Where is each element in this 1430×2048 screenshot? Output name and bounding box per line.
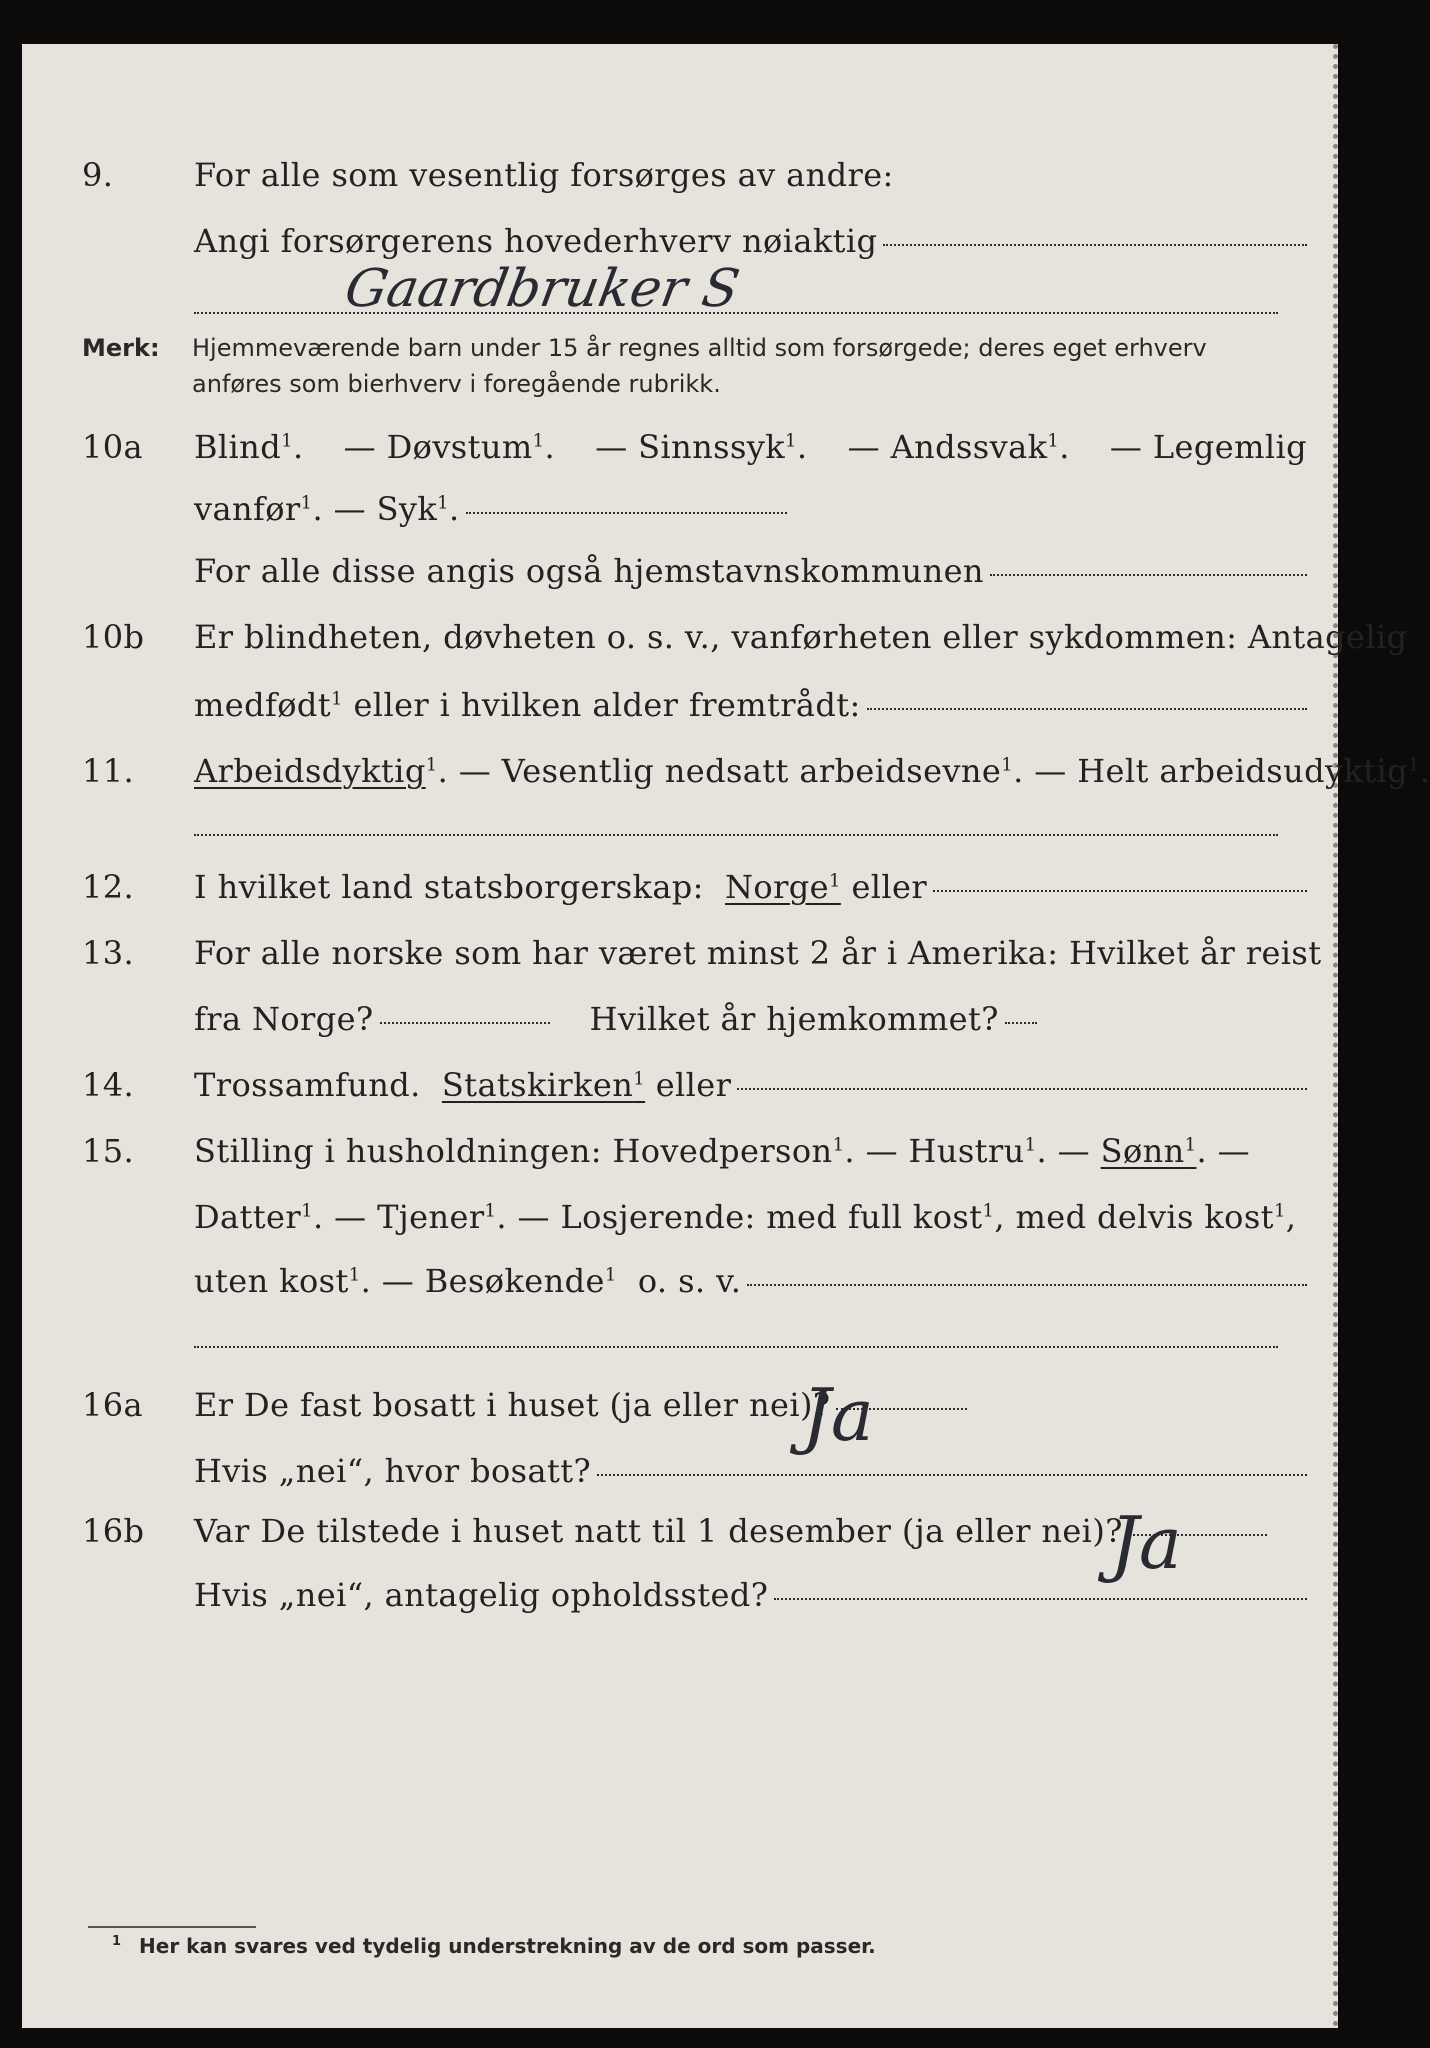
option-udyktig[interactable]: . — Helt arbeidsudyktig$^1$ <box>1013 752 1420 790</box>
option-nedsatt[interactable]: . — Vesentlig nedsatt arbeidsevne$^1$ <box>437 752 1014 790</box>
question-number: 12. <box>82 868 135 906</box>
answer-text: Ja <box>802 1373 874 1457</box>
note-label: Merk: <box>82 334 160 362</box>
answer-line <box>194 834 1278 836</box>
answer-text: Ja <box>1110 1501 1182 1585</box>
question-text: Hvis „nei“, antagelig opholdssted? <box>194 1576 769 1614</box>
question-number: 10b <box>82 618 145 656</box>
option-uten-kost[interactable]: uten kost$^1$ <box>194 1262 361 1300</box>
option-dovstum[interactable]: — Døvstum$^1$. <box>343 428 556 466</box>
option-syk[interactable]: — Syk$^1$. <box>333 490 460 528</box>
option-datter[interactable]: Datter$^1$ <box>194 1198 313 1236</box>
question-number: 11. <box>82 752 135 790</box>
option-statskirken[interactable]: Statskirken$^1$ <box>441 1066 646 1104</box>
option-medfodt[interactable]: medfødt$^1$ <box>194 686 343 724</box>
answer-line[interactable] <box>990 574 1307 576</box>
question-number: 14. <box>82 1066 135 1104</box>
option-besokende[interactable]: . — Besøkende$^1$ <box>360 1262 617 1300</box>
question-text: I hvilket land statsborgerskap: <box>194 868 704 906</box>
option-arbeidsdyktig[interactable]: Arbeidsdyktig <box>194 752 426 790</box>
option-full-kost[interactable]: . — Losjerende: med full kost$^1$ <box>496 1198 995 1236</box>
question-number: 13. <box>82 934 135 972</box>
footnote <box>112 1934 876 1958</box>
census-form-page: 9. For alle som vesentlig forsørges av andre: Angi forsørgerens hovederhverv nøiaktig Gaardbruker S Merk: Hjemmeværende barn under 15 år regnes alltid som forsørgede; deres eget erhverv anføres som bierhverv i foregående rubrikk. 10a Blind$^1$. — Døvstum$^1$. — Sinnssyk$^1$. — Andssvak$^1$. — Legemlig vanfør$^1$. — Syk$^1$. For alle disse angis også hjemstavnskommunen 10b Er blindheten, døvheten o. s. v., vanførheten eller sykdommen: Antagelig medfødt$^1$ eller i hvilken alder fremtrådt: 11. Arbeidsdyktig$^1$. — Vesentlig nedsatt arbeidsevne$^1$. — Helt arbeidsudyktig$^1$. 12. I hvilket land statsborgerskap: Norge$^1$ eller 13. For alle norske som har været minst 2 år i Amerika: Hvilket år reist fra Norge? Hvilket år hjemkommet? 14. Trossamfund. Statskirken$^1$ eller 15. Stilling i husholdningen: Hovedperson$^1$. — Hustru$^1$. — Sønn$^1$. — Datter$^1$. — Tjener$^1$. — Losjerende: med full kost$^1$, med delvis kost$^1$, uten kost$^1$ . — Besøkende$^1$ o. s. v. 16a Er De fast bosatt i huset (ja eller nei)? Ja Hvis „nei“, hvor bosatt? 16b Var De tilstede i huset natt til 1 desember (ja eller nei)? Ja Hvis „nei“, antagelig opholdssted? $^1$ Her kan svares ved tydelig understrekning av de ord som passer. <box>22 44 1338 2028</box>
question-text: Var De tilstede i huset natt til 1 desember (ja eller nei)? <box>194 1512 1123 1550</box>
answer-line[interactable] <box>597 1474 1307 1476</box>
answer-line[interactable] <box>774 1598 1307 1600</box>
question-text: Angi forsørgerens hovederhverv nøiaktig <box>194 222 878 260</box>
note-text: Hjemmeværende barn under 15 år regnes alltid som forsørgede; deres eget erhverv <box>192 334 1207 362</box>
question-text: Hvis „nei“, hvor bosatt? <box>194 1452 592 1490</box>
answer-text: Gaardbruker S <box>340 258 744 319</box>
question-text: Er De fast bosatt i huset (ja eller nei)? <box>194 1386 831 1424</box>
question-text: Hvilket år hjemkommet? <box>589 1000 999 1038</box>
option-vanfor[interactable]: vanfør$^1$. <box>194 490 334 528</box>
option-eller: eller <box>851 868 928 906</box>
question-text: eller i hvilken alder fremtrådt: <box>353 686 861 724</box>
option-tjener[interactable]: . — Tjener$^1$ <box>312 1198 497 1236</box>
answer-line[interactable] <box>466 512 787 514</box>
question-number: 10a <box>82 428 143 466</box>
question-text: For alle norske som har været minst 2 år i Amerika: Hvilket år reist <box>194 934 1322 972</box>
question-text: For alle disse angis også hjemstavnskommunen <box>194 552 984 590</box>
question-text: fra Norge? <box>194 1000 374 1038</box>
footnote-text: Her kan svares ved tydelig understrekning av de ord som passer. <box>139 1934 876 1958</box>
option-andssvak[interactable]: — Andssvak$^1$. <box>847 428 1070 466</box>
footnote-mark: 1 <box>112 1934 122 1950</box>
question-text: Er blindheten, døvheten o. s. v., vanførheten eller sykdommen: Antagelig <box>194 618 1408 656</box>
handwritten-answer-9 <box>340 254 772 324</box>
question-number: 16b <box>82 1512 145 1550</box>
answer-line-hjemkommet[interactable] <box>1005 1022 1037 1024</box>
answer-line <box>194 1346 1278 1348</box>
note-text: anføres som bierhverv i foregående rubrikk. <box>192 370 721 398</box>
option-hovedperson[interactable]: Stilling i husholdningen: Hovedperson$^1$ <box>194 1132 845 1170</box>
question-text: For alle som vesentlig forsørges av andre: <box>194 156 894 194</box>
question-number: 9. <box>82 156 114 194</box>
option-blind[interactable]: Blind$^1$. <box>194 428 304 466</box>
answer-line[interactable] <box>867 708 1307 710</box>
question-number: 16a <box>82 1386 143 1424</box>
question-number: 15. <box>82 1132 135 1170</box>
question-text: Trossamfund. <box>194 1066 421 1104</box>
answer-line-reist[interactable] <box>380 1022 550 1024</box>
answer-line[interactable] <box>883 244 1307 246</box>
option-delvis-kost[interactable]: , med delvis kost$^1$ <box>994 1198 1286 1236</box>
option-sonn[interactable]: Sønn$^1$ <box>1100 1132 1197 1170</box>
option-legemlig[interactable]: — Legemlig <box>1109 428 1307 466</box>
footnote-rule <box>88 1926 256 1928</box>
answer-line[interactable] <box>747 1284 1307 1286</box>
answer-line[interactable] <box>737 1088 1307 1090</box>
option-hustru[interactable]: . — Hustru$^1$ <box>844 1132 1037 1170</box>
answer-line[interactable] <box>933 890 1307 892</box>
option-sinnssyk[interactable]: — Sinnssyk$^1$. <box>595 428 808 466</box>
option-norge[interactable]: Norge$^1$ <box>725 868 841 906</box>
